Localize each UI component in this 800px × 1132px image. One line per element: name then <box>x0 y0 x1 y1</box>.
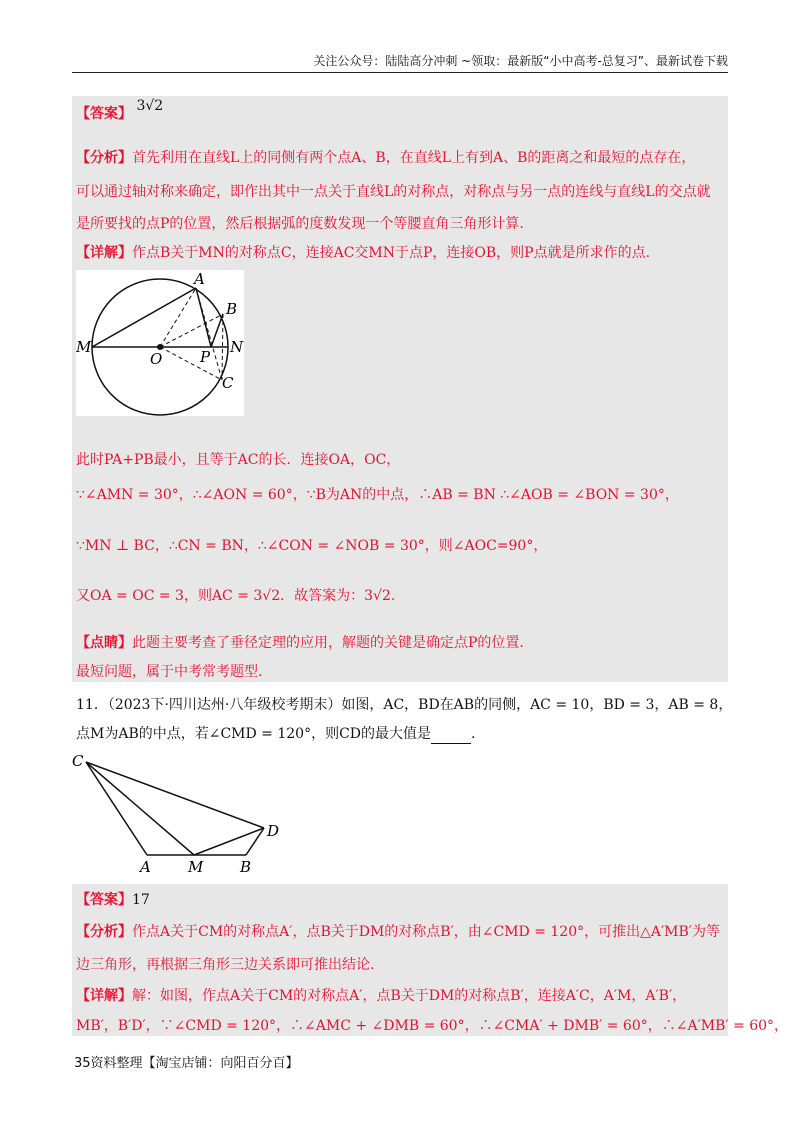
q11-text-2-end: . <box>471 726 476 742</box>
label-p: P <box>200 348 211 366</box>
footer-text: 资料整理【淘宝店铺：向阳百分百】 <box>90 1056 299 1071</box>
triangle-figure <box>70 752 290 876</box>
analysis-line-1 <box>76 148 695 168</box>
label-m: M <box>76 338 92 356</box>
circle-figure <box>76 270 244 416</box>
q11-line-2 <box>76 724 475 744</box>
analysis-text-1: 首先利用在直线L上的同侧有两个点A、B，在直线L上有到A、B的距离之和最短的点存在， <box>132 150 696 166</box>
step-line-4: 又OA = OC = 3，则AC = 3√2．故答案为：3√2. <box>76 588 396 604</box>
q11-detail-line-1 <box>76 986 686 1006</box>
label-o: O <box>150 350 163 368</box>
q11-detail-label: 【详解】 <box>76 988 132 1004</box>
page-header: 关注公众号：陆陆高分冲刺 ~领取：最新版“小中高考-总复习”、最新试卷下载 <box>72 52 728 73</box>
line-ca <box>86 762 147 855</box>
step-line-2: ∵∠AMN = 30°，∴∠AON = 60°，∵B为AN的中点，∴AB = BN ∴∠AOB = ∠BON = 30°， <box>76 487 679 503</box>
comment-text-1: 此题主要考查了垂径定理的应用，解题的关键是确定点P的位置. <box>132 635 524 651</box>
label-n: N <box>230 338 244 356</box>
comment-label: 【点睛】 <box>76 635 132 651</box>
q11-detail-line-2: MB′，B′D′，∵∠CMD = 120°，∴∠AMC + ∠DMB = 60°，∴∠CMA′ + DMB′ = 60°，∴∠A′MB′ = 60°， <box>76 1018 789 1034</box>
q11-detail-text-1: 解：如图，作点A关于CM的对称点A′，点B关于DM的对称点B′，连接A′C，A′M，A′B′， <box>132 988 687 1004</box>
label-c2: C <box>72 752 84 770</box>
label-d2: D <box>267 822 280 840</box>
answer-blank <box>431 729 471 744</box>
detail-line-1 <box>76 243 650 263</box>
q11-analysis-line-2: 边三角形，再根据三角形三边关系即可推出结论. <box>76 957 375 973</box>
label-m2: M <box>188 858 204 876</box>
step-line-1: 此时PA+PB最小，且等于AC的长．连接OA，OC， <box>76 452 401 468</box>
analysis-line-3: 是所要找的点P的位置，然后根据弧的度数发现一个等腰直角三角形计算. <box>76 216 524 232</box>
answer-label: 【答案】 <box>76 106 132 122</box>
page-number: 35 <box>74 1056 91 1071</box>
q11-answer-line <box>76 890 150 910</box>
q11-answer-value: 17 <box>132 892 150 908</box>
label-b2: B <box>240 858 252 876</box>
q11-analysis-text-1: 作点A关于CM的对称点A′，点B关于DM的对称点B′，由∠CMD = 120°，可推出△A′MB′为等 <box>132 924 720 940</box>
label-c: C <box>222 374 234 392</box>
label-b: B <box>226 300 238 318</box>
analysis-label: 【分析】 <box>76 150 132 166</box>
q11-text-2: 点M为AB的中点，若∠CMD = 120°，则CD的最大值是 <box>76 726 432 742</box>
figure-background <box>76 270 244 416</box>
detail-label: 【详解】 <box>76 245 132 261</box>
q11-answer-label: 【答案】 <box>76 892 132 908</box>
answer-line <box>76 98 164 124</box>
detail-text-1: 作点B关于MN的对称点C，连接AC交MN于点P，连接OB，则P点就是所求作的点. <box>132 245 651 261</box>
analysis-line-2: 可以通过轴对称来确定，即作出其中一点关于直线L的对称点，对称点与另一点的连线与直线L的交点就 <box>76 184 711 200</box>
answer-value: 3√2 <box>136 98 164 114</box>
page-footer <box>74 1052 299 1071</box>
q11-analysis-line-1 <box>76 922 720 942</box>
line-cm <box>86 762 194 855</box>
comment-line-1 <box>76 633 524 653</box>
step-line-3: ∵MN ⊥ BC，∴CN = BN，∴∠CON = ∠NOB = 30°，则∠AOC=90°， <box>76 538 548 554</box>
comment-line-2: 最短问题，属于中考常考题型. <box>76 664 263 680</box>
line-cd <box>86 762 264 828</box>
q11-line-1: 11．（2023下·四川达州·八年级校考期末）如图，AC，BD在AB的同侧，AC = 10，BD = 3，AB = 8， <box>76 697 733 713</box>
label-a: A <box>194 270 205 288</box>
q11-analysis-label: 【分析】 <box>76 924 132 940</box>
label-a2: A <box>140 858 151 876</box>
line-md <box>194 828 264 855</box>
